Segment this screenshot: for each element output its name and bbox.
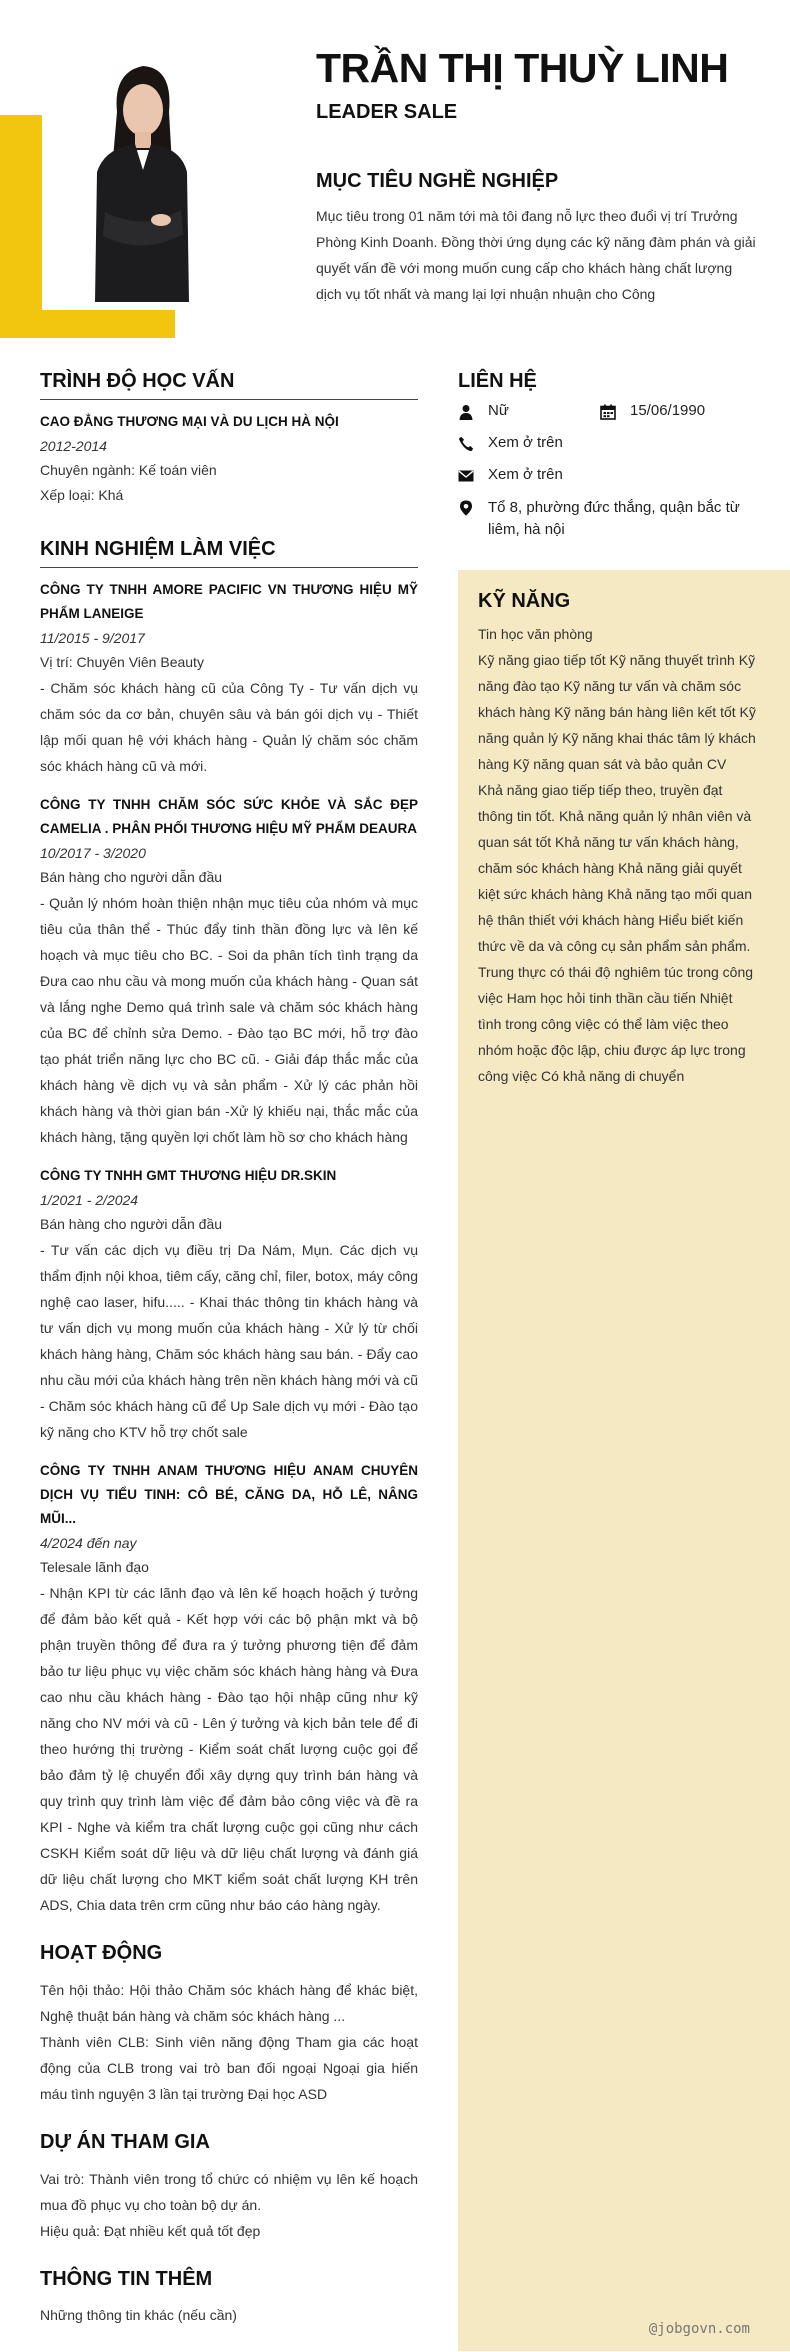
activities-title: HOẠT ĐỘNG [40, 1942, 163, 1964]
contact-row-gender-dob [458, 399, 758, 431]
contact-section [458, 370, 758, 545]
job-description: - Nhận KPI từ các lãnh đạo và lên kế hoạch hoặch ý tưởng để đảm bảo kết quả - Kết hợp với các bộ phận mkt và bộ phận truyền thông để đưa ra ý tưởng phương tiện để đảm bảo tư liệu phục vụ việc chăm sóc khách hàng hàng và Đưa cao nhu cầu khách hàng - Đào tạo hội nhập cũng như kỹ năng cho NV mới và cũ - Lên ý tưởng và kịch bản tele để đi theo hướng thị trường - Kiểm soát chất lượng cuộc gọi để bảo đảm tỷ lệ chuyển đổi xây dựng quy trình bán hàng và quy trình quy trình làm việc để đảm bảo công việc và đề ra KPI - Nghe và kiểm tra chất lượng cuộc gọi cũng như cách CSKH Kiểm soát dữ liệu và dữ liệu chất lượng và đánh giá dữ liệu chất lượng cho MKT kiểm soát chất lượng KH trên ADS, Chia data trên crm cũng như báo cáo hàng ngày. [40, 1585, 418, 1913]
accent-bar-vertical [0, 115, 42, 337]
education-title: TRÌNH ĐỘ HỌC VẤN [40, 370, 418, 400]
job-entry [40, 1164, 418, 1445]
experience-title: KINH NGHIỆM LÀM VIỆC [40, 538, 418, 568]
education-section [40, 370, 418, 508]
activity-line: Tên hội thảo: Hội thảo Chăm sóc khách hàng để khác biệt, Nghệ thuật bán hàng và chăm sóc khách hàng ... [40, 1982, 418, 2024]
project-line: Vai trò: Thành viên trong tổ chức có nhiệm vụ lên kế hoạch mua đồ phục vụ cho toàn bộ dự án. [40, 2171, 418, 2213]
projects-section [40, 2131, 418, 2244]
candidate-role: LEADER SALE [316, 101, 458, 123]
job-position: Vị trí: Chuyên Viên Beauty [40, 654, 204, 670]
job-description: - Tư vấn các dịch vụ điều trị Da Nám, Mụn. Các dịch vụ thẩm định nội khoa, tiêm cấy, căng chỉ, filer, botox, máy công nghệ cao laser, hifu..... - Khai thác thông tin khách hàng và tư vấn dịch vụ mong muốn của khách hàng - Xử lý từ chối khách hàng hàng, Chăm sóc khách hàng sau bán. - Đẩy cao nhu cầu mới của khách hàng trên nền khách hàng mới và cũ - Chăm sóc khách hàng cũ để Up Sale dịch vụ mới - Đào tạo kỹ năng cho KTV hỗ trợ chốt sale [40, 1242, 418, 1440]
contact-row-address [458, 495, 758, 545]
job-company: CÔNG TY TNHH CHĂM SÓC SỨC KHỎE VÀ SẮC ĐẸP CAMELIA . PHÂN PHỐI THƯƠNG HIỆU MỸ PHẨM DEAURA [40, 797, 418, 836]
contact-row-phone [458, 431, 758, 463]
activity-line: Thành viên CLB: Sinh viên năng động Tham gia các hoạt động của CLB trong vai trò ban đối ngoại Ngoại gia hiến máu tình nguyện 3 lần tại trường Đại học ASD [40, 2034, 418, 2102]
calendar-icon [600, 404, 616, 420]
job-description: - Chăm sóc khách hàng cũ của Công Ty - Tư vấn dịch vụ chăm sóc da cơ bản, chuyên sâu và bán gói dịch vụ - Thiết lập mối quan hệ với khách hàng - Quản lý chăm sóc chăm sóc khách hàng cũ và mới. [40, 680, 418, 774]
education-major: Chuyên ngành: Kế toán viên [40, 462, 217, 478]
activities-section [40, 1942, 418, 2107]
objective-text: Mục tiêu trong 01 năm tới mà tôi đang nỗ lực theo đuổi vị trí Trưởng Phòng Kinh Doanh. Đồng thời ứng dụng các kỹ năng đàm phán và giải quyết vấn đề với mong muốn cung cấp cho khách hàng chất lượng dịch vụ tốt nhất và mang lại lợi nhuận nhuận cho Công [316, 208, 756, 302]
job-company: CÔNG TY TNHH AMORE PACIFIC VN THƯƠNG HIỆU MỸ PHẨM LANEIGE [40, 582, 418, 621]
contact-title: LIÊN HỆ [458, 370, 537, 392]
job-period: 10/2017 - 3/2020 [40, 845, 146, 861]
extra-info-text: Những thông tin khác (nếu cần) [40, 2307, 237, 2323]
contact-gender: Nữ [488, 402, 509, 419]
job-entry [40, 578, 418, 779]
skill-line: Tin học văn phòng [478, 626, 593, 642]
location-pin-icon [458, 500, 474, 516]
job-period: 1/2021 - 2/2024 [40, 1192, 139, 1208]
profile-photo [65, 52, 215, 302]
left-column [40, 370, 418, 2352]
experience-section [40, 538, 418, 1918]
skill-line: Khả năng giao tiếp tiếp theo, truyền đạt thông tin tốt. Khả năng quản lý nhân viên và quan sát tốt Khả năng tư vấn khách hàng, chăm sóc khách hàng Khả năng giải quyết kiệt sức khách hàng Khả năng tạo mối quan hệ thân thiết với khách hàng Hiểu biết kiến thức về da và công cụ sản phẩm sản phẩm. Trung thực có thái độ nghiêm túc trong công việc Ham học hỏi tinh thần cầu tiến Nhiệt tình trong công việc có thể làm việc theo nhóm hoặc độc lập, chiu được áp lực trong công việc Có khả năng di chuyển [478, 782, 754, 1084]
extra-info-section [40, 2268, 418, 2328]
contact-email: Xem ở trên [488, 466, 563, 483]
job-company: CÔNG TY TNHH GMT THƯƠNG HIỆU DR.SKIN [40, 1168, 337, 1183]
contact-address: Tổ 8, phường đức thắng, quận bắc từ liêm, hà nội [488, 499, 740, 538]
job-entry [40, 793, 418, 1150]
skills-title: KỸ NĂNG [478, 590, 571, 612]
projects-title: DỰ ÁN THAM GIA [40, 2131, 210, 2153]
contact-dob: 15/06/1990 [630, 402, 706, 419]
education-period: 2012-2014 [40, 438, 107, 454]
envelope-icon [458, 468, 474, 484]
accent-bar-horizontal [0, 310, 175, 338]
person-icon [458, 404, 474, 420]
contact-row-email [458, 463, 758, 495]
phone-icon [458, 436, 474, 452]
job-position: Bán hàng cho người dẫn đầu [40, 1216, 223, 1232]
job-position: Telesale lãnh đạo [40, 1559, 149, 1575]
job-company: CÔNG TY TNHH ANAM THƯƠNG HIỆU ANAM CHUYÊN DỊCH VỤ TIỂU TINH: CÔ BÉ, CĂNG DA, HỖ LÊ, NÂNG MŨI... [40, 1463, 418, 1526]
job-position: Bán hàng cho người dẫn đầu [40, 869, 223, 885]
objective-title: MỤC TIÊU NGHỀ NGHIỆP [316, 170, 559, 192]
skills-section [478, 590, 756, 1089]
school-name: CAO ĐẲNG THƯƠNG MẠI VÀ DU LỊCH HÀ NỘI [40, 414, 339, 429]
project-line: Hiệu quả: Đạt nhiều kết quả tốt đẹp [40, 2223, 261, 2239]
job-period: 11/2015 - 9/2017 [40, 630, 145, 646]
extra-info-title: THÔNG TIN THÊM [40, 2268, 213, 2290]
candidate-name: TRẦN THỊ THUỲ LINH [316, 45, 729, 91]
education-rank: Xếp loại: Khá [40, 487, 124, 503]
skill-line: Kỹ năng giao tiếp tốt Kỹ năng thuyết trình Kỹ năng đào tạo Kỹ năng tư vấn và chăm sóc khách hàng Kỹ năng bán hàng liên kết tốt Kỹ năng quản lý Kỹ năng khai thác tâm lý khách hàng Kỹ năng quan sát và bảo quản CV [478, 652, 756, 772]
job-description: - Quản lý nhóm hoàn thiện nhận mục tiêu của nhóm và mục tiêu của thân thể - Thúc đẩy tinh thần đồng lực và lên kế hoạch và mục tiêu cho BC. - Soi da phân tích tình trạng da Đưa cao nhu cầu và mong muốn của khách hàng - Quan sát và lắng nghe Demo quá trình sale và chăm sóc khách hàng của BC để chỉnh sửa Demo. - Đào tạo BC mới, hỗ trợ đào tạo phát triển năng lực cho BC cũ. - Giải đáp thắc mắc của khách hàng về dịch vụ và sản phẩm - Xử lý các phản hồi khách hàng và thời gian bán -Xử lý khiếu nại, thắc mắc của khách hàng, tặng quyền lợi chốt làm hồ sơ cho khách hàng [40, 895, 418, 1145]
contact-phone: Xem ở trên [488, 434, 563, 451]
footer-brand: @jobgovn.com [648, 2321, 750, 2337]
job-entry [40, 1459, 418, 1918]
job-period: 4/2024 đến nay [40, 1535, 137, 1551]
